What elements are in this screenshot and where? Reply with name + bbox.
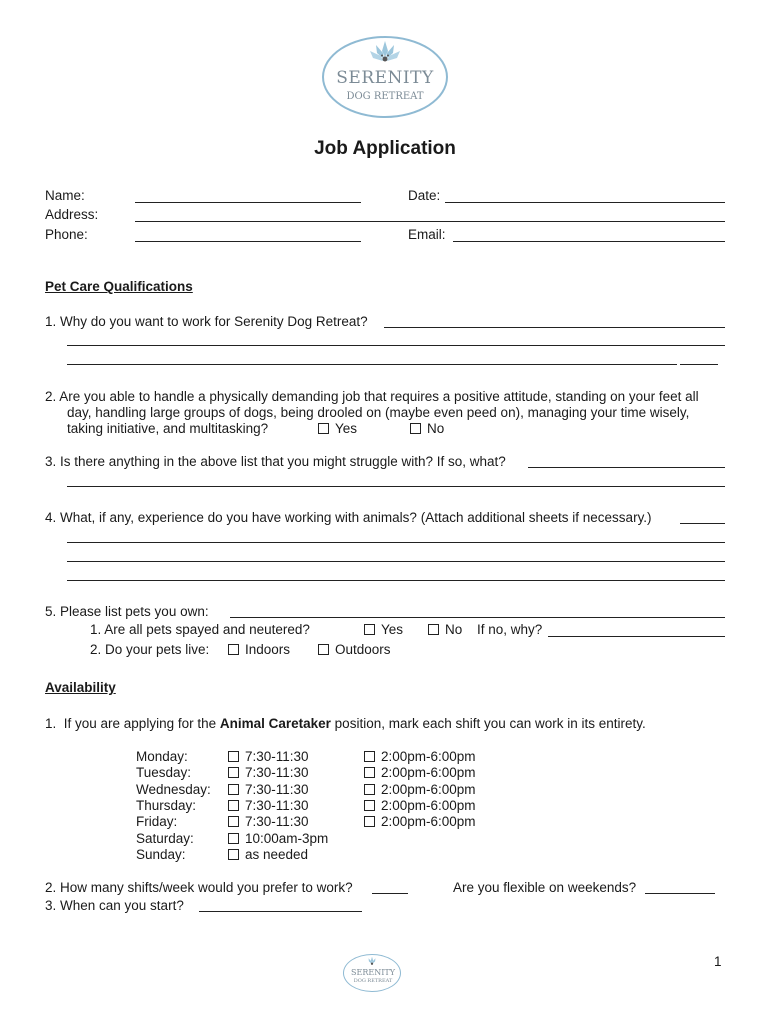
- q1-text-bold: Animal Caretaker: [219, 716, 331, 731]
- checkbox-icon[interactable]: [228, 751, 239, 762]
- shift-label: 2:00pm-6:00pm: [381, 814, 476, 829]
- schedule-day-label: Monday:: [136, 749, 188, 764]
- checkbox-icon[interactable]: [364, 816, 375, 827]
- pet-care-heading: Pet Care Qualifications: [45, 279, 193, 294]
- question-5: 5. Please list pets you own:: [45, 604, 209, 619]
- weekends-question: Are you flexible on weekends?: [453, 880, 637, 895]
- lotus-paw-icon: [368, 39, 402, 65]
- address-field[interactable]: [135, 221, 725, 222]
- checkbox-icon[interactable]: [228, 800, 239, 811]
- address-label: Address:: [45, 207, 99, 222]
- indoors-option[interactable]: [228, 642, 290, 657]
- q5-1-why-label: If no, why?: [477, 622, 543, 637]
- question-2-line-1: 2. Are you able to handle a physically demanding job that requires a positive attitude, standing on your feet all: [45, 389, 699, 404]
- logo: [322, 36, 448, 118]
- checkbox-icon[interactable]: [228, 644, 239, 655]
- checkbox-icon[interactable]: [410, 423, 421, 434]
- q1-answer-line[interactable]: [67, 364, 677, 365]
- footer-logo: [343, 954, 403, 994]
- checkbox-icon[interactable]: [228, 833, 239, 844]
- checkbox-icon[interactable]: [228, 784, 239, 795]
- email-field[interactable]: [453, 241, 725, 242]
- checkbox-icon[interactable]: [228, 767, 239, 778]
- q2-yes-option[interactable]: [318, 421, 357, 436]
- phone-label: Phone:: [45, 227, 88, 242]
- question-4: 4. What, if any, experience do you have working with animals? (Attach additional sheets if necessary.): [45, 510, 652, 525]
- shift-option[interactable]: [228, 831, 328, 846]
- shifts-per-week-line[interactable]: [372, 893, 408, 894]
- shift-option[interactable]: [228, 765, 309, 780]
- shift-label: 2:00pm-6:00pm: [381, 782, 476, 797]
- q5-1-yes-label: Yes: [381, 622, 404, 637]
- shift-option[interactable]: [364, 798, 476, 813]
- outdoors-option[interactable]: [318, 642, 391, 657]
- availability-question-1: [45, 716, 646, 731]
- checkbox-icon[interactable]: [428, 624, 439, 635]
- checkbox-icon[interactable]: [364, 751, 375, 762]
- shift-option[interactable]: [228, 814, 309, 829]
- q4-answer-line[interactable]: [680, 523, 725, 524]
- shift-option[interactable]: [364, 814, 476, 829]
- shift-label: 7:30-11:30: [245, 782, 309, 797]
- q1-answer-line[interactable]: [67, 345, 725, 346]
- shift-option[interactable]: [228, 847, 308, 862]
- question-1: 1. Why do you want to work for Serenity Dog Retreat?: [45, 314, 368, 329]
- name-label: Name:: [45, 188, 85, 203]
- checkbox-icon[interactable]: [228, 816, 239, 827]
- q5-1-yes-option[interactable]: [364, 622, 403, 637]
- q4-answer-line[interactable]: [67, 542, 725, 543]
- shift-option[interactable]: [364, 782, 476, 797]
- date-label: Date:: [408, 188, 441, 203]
- logo-subtitle: DOG RETREAT: [346, 91, 424, 102]
- schedule-day-label: Sunday:: [136, 847, 186, 862]
- q4-answer-line[interactable]: [67, 561, 725, 562]
- checkbox-icon[interactable]: [364, 624, 375, 635]
- checkbox-icon[interactable]: [364, 784, 375, 795]
- q1-answer-line[interactable]: [384, 327, 725, 328]
- footer-logo-subtitle: DOG RETREAT: [353, 978, 393, 984]
- schedule-day-label: Saturday:: [136, 831, 194, 846]
- shift-option[interactable]: [364, 765, 476, 780]
- checkbox-icon[interactable]: [318, 423, 329, 434]
- shift-label: 7:30-11:30: [245, 814, 309, 829]
- q2-no-option[interactable]: [410, 421, 444, 436]
- question-5-1: 1. Are all pets spayed and neutered?: [90, 622, 310, 637]
- checkbox-icon[interactable]: [364, 800, 375, 811]
- availability-question-2: 2. How many shifts/week would you prefer to work?: [45, 880, 353, 895]
- q1-answer-line[interactable]: [680, 364, 718, 365]
- phone-field[interactable]: [135, 241, 361, 242]
- weekends-line[interactable]: [645, 893, 715, 894]
- q4-answer-line[interactable]: [67, 580, 725, 581]
- date-field[interactable]: [445, 202, 725, 203]
- schedule-day-label: Friday:: [136, 814, 178, 829]
- schedule-day-label: Wednesday:: [136, 782, 211, 797]
- question-2-line-3: taking initiative, and multitasking?: [67, 421, 269, 436]
- q2-no-label: No: [427, 421, 445, 436]
- schedule-day-label: Thursday:: [136, 798, 197, 813]
- checkbox-icon[interactable]: [228, 849, 239, 860]
- q3-answer-line[interactable]: [528, 467, 725, 468]
- shift-label: 2:00pm-6:00pm: [381, 765, 476, 780]
- q5-answer-line[interactable]: [230, 617, 725, 618]
- email-label: Email:: [408, 227, 446, 242]
- checkbox-icon[interactable]: [364, 767, 375, 778]
- start-date-line[interactable]: [199, 911, 362, 912]
- availability-heading: Availability: [45, 680, 116, 695]
- name-field[interactable]: [135, 202, 361, 203]
- q5-1-why-line[interactable]: [548, 636, 725, 637]
- logo-name: SERENITY: [336, 68, 434, 88]
- q3-answer-line[interactable]: [67, 486, 725, 487]
- shift-label: 2:00pm-6:00pm: [381, 749, 476, 764]
- outdoors-label: Outdoors: [335, 642, 391, 657]
- page-number: 1: [714, 954, 722, 969]
- shift-label: as needed: [245, 847, 309, 862]
- shift-option[interactable]: [228, 798, 309, 813]
- footer-logo-name: SERENITY: [351, 968, 395, 977]
- lotus-paw-icon: [365, 956, 379, 966]
- q5-1-no-label: No: [445, 622, 463, 637]
- q2-yes-label: Yes: [335, 421, 358, 436]
- q1-text-end: position, mark each shift you can work in its entirety.: [330, 716, 646, 731]
- shift-option[interactable]: [228, 782, 309, 797]
- question-5-2: 2. Do your pets live:: [90, 642, 210, 657]
- schedule-day-label: Tuesday:: [136, 765, 192, 780]
- indoors-label: Indoors: [245, 642, 291, 657]
- shift-label: 7:30-11:30: [245, 749, 309, 764]
- question-3: 3. Is there anything in the above list that you might struggle with? If so, what?: [45, 454, 506, 469]
- shift-option[interactable]: [364, 749, 476, 764]
- q1-text-start: 1. If you are applying for the: [45, 716, 220, 731]
- shift-label: 10:00am-3pm: [245, 831, 329, 846]
- page-title: Job Application: [314, 138, 456, 159]
- shift-label: 7:30-11:30: [245, 765, 309, 780]
- q5-1-no-option[interactable]: [428, 622, 462, 637]
- checkbox-icon[interactable]: [318, 644, 329, 655]
- shift-option[interactable]: [228, 749, 309, 764]
- shift-label: 2:00pm-6:00pm: [381, 798, 476, 813]
- question-2-line-2: day, handling large groups of dogs, being drooled on (maybe even peed on), managing your time wisely,: [67, 405, 690, 420]
- shift-label: 7:30-11:30: [245, 798, 309, 813]
- availability-question-3: 3. When can you start?: [45, 898, 184, 913]
